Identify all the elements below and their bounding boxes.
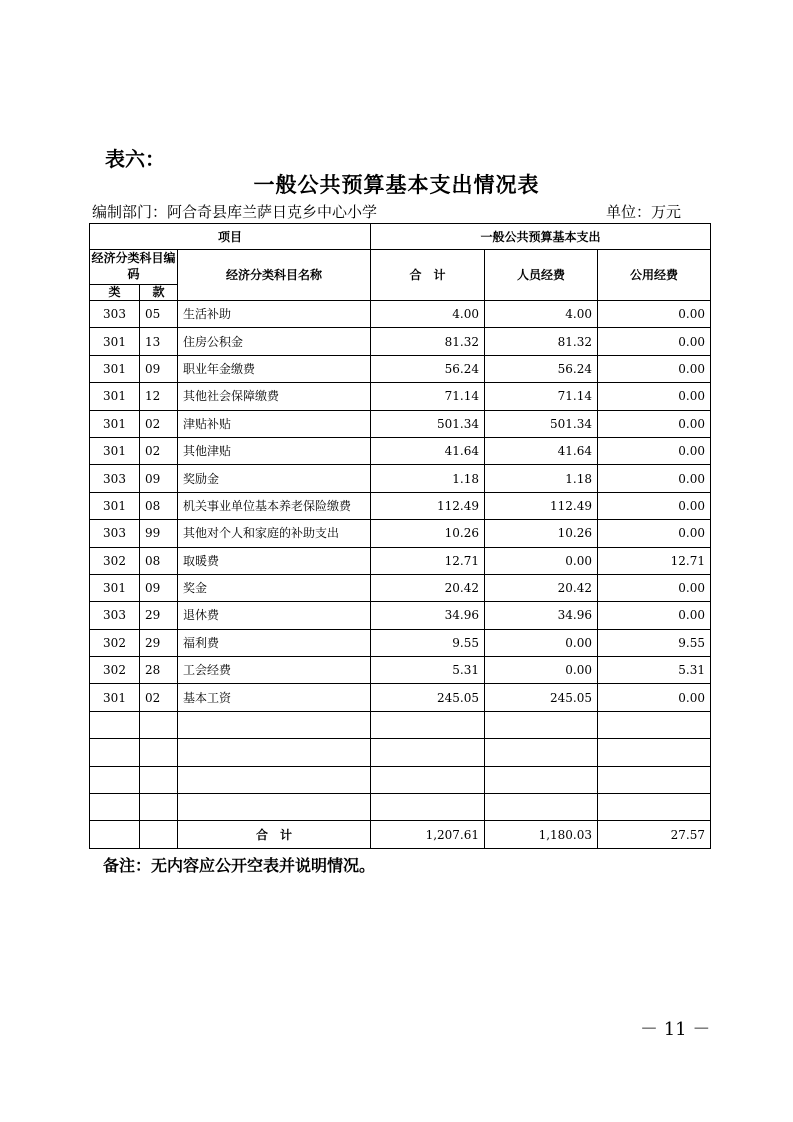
empty-cell (178, 794, 371, 821)
cell-section: 09 (140, 355, 178, 382)
cell-section: 02 (140, 410, 178, 437)
cell-type: 302 (90, 657, 140, 684)
cell-type: 301 (90, 437, 140, 464)
empty-row (90, 711, 711, 738)
cell-section: 29 (140, 629, 178, 656)
empty-cell (90, 766, 140, 793)
cell-personnel: 41.64 (485, 437, 598, 464)
cell-type: 301 (90, 355, 140, 382)
cell-type: 301 (90, 684, 140, 711)
empty-cell (598, 794, 711, 821)
header-type: 类 (90, 285, 140, 300)
cell-personnel: 501.34 (485, 410, 598, 437)
cell-public: 0.00 (598, 328, 711, 355)
cell-total: 501.34 (371, 410, 485, 437)
cell-type: 303 (90, 520, 140, 547)
empty-cell (178, 711, 371, 738)
cell-public: 0.00 (598, 520, 711, 547)
cell-total: 112.49 (371, 492, 485, 519)
cell-personnel: 0.00 (485, 629, 598, 656)
table-row (90, 410, 711, 437)
header-section: 款 (152, 285, 165, 299)
totals-label: 合 计 (178, 821, 371, 848)
cell-personnel: 1.18 (485, 465, 598, 492)
empty-cell (90, 794, 140, 821)
cell-total: 41.64 (371, 437, 485, 464)
cell-total: 12.71 (371, 547, 485, 574)
table-row (90, 355, 711, 382)
table-row (90, 328, 711, 355)
cell-name: 奖金 (178, 574, 371, 601)
cell-personnel: 10.26 (485, 520, 598, 547)
table-row (90, 437, 711, 464)
cell-personnel: 4.00 (485, 301, 598, 328)
cell-public: 0.00 (598, 602, 711, 629)
empty-cell (140, 766, 178, 793)
department-label: 编制部门：阿合奇县库兰萨日克乡中心小学 (92, 203, 378, 221)
cell-public: 0.00 (598, 410, 711, 437)
header-expenditure: 一般公共预算基本支出 (371, 224, 711, 250)
expenditure-table (89, 223, 711, 849)
cell-personnel: 0.00 (485, 657, 598, 684)
table-row (90, 684, 711, 711)
cell-public: 12.71 (598, 547, 711, 574)
totals-blank (140, 821, 178, 848)
empty-cell (140, 711, 178, 738)
table-row (90, 574, 711, 601)
cell-public: 5.31 (598, 657, 711, 684)
cell-section: 08 (140, 547, 178, 574)
empty-cell (371, 739, 485, 766)
empty-cell (140, 794, 178, 821)
cell-personnel: 20.42 (485, 574, 598, 601)
cell-total: 9.55 (371, 629, 485, 656)
cell-personnel: 0.00 (485, 547, 598, 574)
empty-cell (598, 711, 711, 738)
cell-total: 4.00 (371, 301, 485, 328)
table-row (90, 520, 711, 547)
cell-total: 34.96 (371, 602, 485, 629)
cell-name: 奖励金 (178, 465, 371, 492)
table-row (90, 492, 711, 519)
empty-cell (485, 766, 598, 793)
cell-name: 住房公积金 (178, 328, 371, 355)
cell-personnel: 56.24 (485, 355, 598, 382)
cell-section: 13 (140, 328, 178, 355)
cell-section: 29 (140, 602, 178, 629)
header-code: 经济分类科目编码 (91, 251, 176, 281)
cell-section: 99 (140, 520, 178, 547)
table-label: 表六： (105, 147, 165, 171)
header-row-1 (90, 224, 711, 250)
empty-cell (485, 794, 598, 821)
cell-name: 生活补助 (178, 301, 371, 328)
cell-personnel: 245.05 (485, 684, 598, 711)
cell-public: 0.00 (598, 383, 711, 410)
cell-total: 56.24 (371, 355, 485, 382)
table-row (90, 301, 711, 328)
cell-type: 301 (90, 383, 140, 410)
cell-name: 其他对个人和家庭的补助支出 (178, 520, 371, 547)
cell-public: 0.00 (598, 437, 711, 464)
empty-cell (598, 739, 711, 766)
empty-cell (178, 766, 371, 793)
cell-public: 0.00 (598, 301, 711, 328)
page-title: 一般公共预算基本支出情况表 (253, 172, 540, 197)
empty-row (90, 766, 711, 793)
cell-name: 退休费 (178, 602, 371, 629)
empty-cell (485, 739, 598, 766)
cell-section: 12 (140, 383, 178, 410)
cell-type: 302 (90, 629, 140, 656)
cell-name: 其他津贴 (178, 437, 371, 464)
cell-section: 28 (140, 657, 178, 684)
cell-section: 05 (140, 301, 178, 328)
cell-type: 301 (90, 574, 140, 601)
table-row (90, 657, 711, 684)
cell-type: 303 (90, 602, 140, 629)
table-row (90, 547, 711, 574)
cell-public: 0.00 (598, 684, 711, 711)
cell-total: 71.14 (371, 383, 485, 410)
cell-section: 09 (140, 574, 178, 601)
cell-name: 基本工资 (178, 684, 371, 711)
table-row (90, 383, 711, 410)
empty-cell (485, 711, 598, 738)
cell-section: 02 (140, 437, 178, 464)
cell-public: 0.00 (598, 355, 711, 382)
cell-name: 取暖费 (178, 547, 371, 574)
cell-type: 301 (90, 492, 140, 519)
header-total: 合 计 (371, 250, 485, 301)
cell-personnel: 71.14 (485, 383, 598, 410)
cell-name: 津贴补贴 (178, 410, 371, 437)
cell-total: 20.42 (371, 574, 485, 601)
empty-cell (90, 739, 140, 766)
note: 备注：无内容应公开空表并说明情况。 (103, 856, 376, 875)
cell-name: 工会经费 (178, 657, 371, 684)
cell-type: 303 (90, 465, 140, 492)
cell-name: 机关事业单位基本养老保险缴费 (178, 492, 371, 519)
cell-section: 02 (140, 684, 178, 711)
cell-public: 0.00 (598, 492, 711, 519)
cell-personnel: 112.49 (485, 492, 598, 519)
cell-public: 9.55 (598, 629, 711, 656)
cell-total: 81.32 (371, 328, 485, 355)
cell-public: 0.00 (598, 574, 711, 601)
cell-public: 0.00 (598, 465, 711, 492)
cell-total: 245.05 (371, 684, 485, 711)
page-number: － 11 － (640, 1019, 711, 1040)
empty-cell (371, 794, 485, 821)
cell-name: 福利费 (178, 629, 371, 656)
cell-type: 302 (90, 547, 140, 574)
empty-cell (371, 711, 485, 738)
table-row (90, 465, 711, 492)
cell-total: 10.26 (371, 520, 485, 547)
empty-row (90, 739, 711, 766)
totals-blank (90, 821, 140, 848)
cell-section: 08 (140, 492, 178, 519)
empty-cell (140, 739, 178, 766)
cell-type: 301 (90, 328, 140, 355)
table-row (90, 602, 711, 629)
header-public: 公用经费 (598, 250, 711, 301)
empty-cell (598, 766, 711, 793)
cell-type: 303 (90, 301, 140, 328)
unit-label: 单位：万元 (606, 203, 682, 221)
cell-personnel: 81.32 (485, 328, 598, 355)
cell-type: 301 (90, 410, 140, 437)
cell-section: 09 (140, 465, 178, 492)
totals-total: 1,207.61 (371, 821, 485, 848)
empty-cell (371, 766, 485, 793)
table-row (90, 629, 711, 656)
totals-row (90, 821, 711, 848)
totals-public: 27.57 (598, 821, 711, 848)
header-name: 经济分类科目名称 (178, 250, 371, 301)
header-item: 项目 (90, 224, 371, 250)
cell-total: 1.18 (371, 465, 485, 492)
empty-row (90, 794, 711, 821)
header-row-2 (90, 250, 711, 301)
header-personnel: 人员经费 (485, 250, 598, 301)
cell-personnel: 34.96 (485, 602, 598, 629)
cell-total: 5.31 (371, 657, 485, 684)
totals-personnel: 1,180.03 (485, 821, 598, 848)
empty-cell (178, 739, 371, 766)
cell-name: 职业年金缴费 (178, 355, 371, 382)
cell-name: 其他社会保障缴费 (178, 383, 371, 410)
empty-cell (90, 711, 140, 738)
